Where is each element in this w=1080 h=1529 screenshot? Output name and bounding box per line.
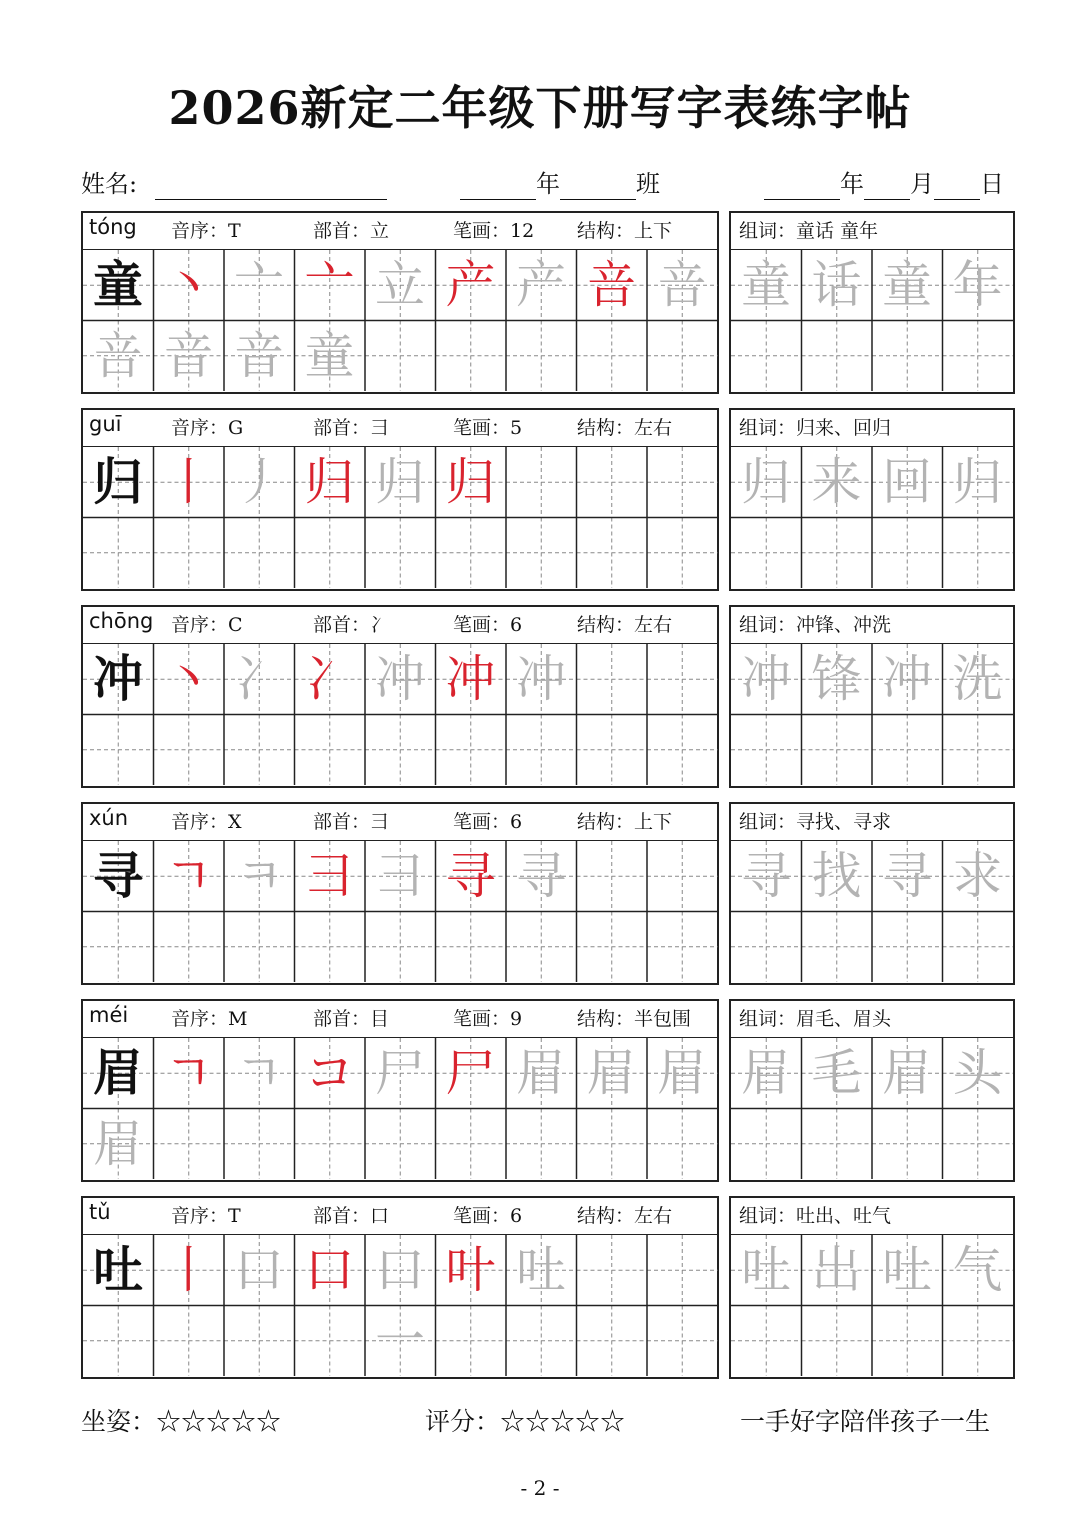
- stroke-step: 冫: [234, 650, 284, 708]
- score-rating[interactable]: 评分：☆☆☆☆☆: [425, 1407, 626, 1436]
- radical-text: 部首：立: [313, 220, 390, 242]
- stroke-step: 眉: [657, 1044, 707, 1102]
- radical-text: 部首：彐: [313, 811, 390, 833]
- writing-grid[interactable]: [83, 447, 718, 588]
- practice-block: [81, 211, 1015, 392]
- grade-label: 年: [536, 170, 560, 198]
- word-grid[interactable]: [731, 841, 1013, 982]
- trace-character: 毛: [811, 1044, 862, 1102]
- trace-character: 出: [811, 1241, 862, 1299]
- strokes-text: 笔画：6: [453, 811, 523, 833]
- stroke-step: 丶: [163, 650, 214, 708]
- page-title: 2026新定二年级下册写字表练字帖: [168, 81, 912, 135]
- trace-character: 回: [882, 453, 932, 511]
- words-text: 组词：童话 童年: [739, 220, 879, 242]
- stroke-step: 尸: [445, 1044, 496, 1102]
- stroke-step: ㅋ: [234, 847, 284, 905]
- structure-text: 结构：左右: [577, 1205, 673, 1227]
- pinyin-text: xún: [89, 806, 129, 830]
- stroke-order-panel: [81, 999, 719, 1182]
- stroke-step: 亠: [234, 256, 284, 314]
- class-line[interactable]: [560, 173, 636, 200]
- trace-character: 找: [811, 847, 862, 905]
- stroke-step: 咅: [93, 326, 143, 385]
- word-grid[interactable]: [731, 1038, 1013, 1179]
- strokes-text: 笔画：9: [453, 1008, 523, 1030]
- strokes-text: 笔画：6: [453, 614, 523, 636]
- strokes-text: 笔画：6: [453, 1205, 523, 1227]
- stroke-step: 产: [516, 256, 566, 314]
- practice-block: [81, 802, 1015, 983]
- structure-text: 结构：半包围: [577, 1008, 692, 1030]
- words-text: 组词：寻找、寻求: [739, 811, 892, 833]
- word-grid[interactable]: [731, 1235, 1013, 1376]
- stroke-order-panel: [81, 1196, 719, 1379]
- trace-character: 气: [952, 1241, 1003, 1299]
- stroke-step: 口: [234, 1241, 284, 1299]
- char-info-row: [83, 213, 717, 250]
- word-info-row: [731, 1198, 1013, 1235]
- word-grid[interactable]: [731, 250, 1013, 391]
- words-text: 组词：归来、回归: [739, 417, 892, 439]
- name-label: 姓名:: [81, 170, 138, 198]
- stroke-step: 咅: [586, 256, 637, 314]
- stroke-step: コ: [304, 1044, 355, 1102]
- stroke-step: 咅: [657, 256, 707, 314]
- writing-grid[interactable]: [83, 1235, 718, 1376]
- name-field: [81, 168, 387, 200]
- writing-grid[interactable]: [83, 1038, 718, 1179]
- stroke-step: 叶: [445, 1241, 496, 1299]
- word-panel: [729, 1196, 1015, 1379]
- stroke-step: 冲: [375, 650, 425, 708]
- stroke-step: 丨: [163, 1241, 214, 1299]
- month-line[interactable]: [864, 173, 910, 200]
- stroke-step: 吐: [516, 1241, 566, 1299]
- name-line[interactable]: [155, 173, 387, 200]
- stroke-step: 寻: [516, 847, 566, 905]
- trace-character: 年: [952, 256, 1003, 314]
- word-info-row: [731, 607, 1013, 644]
- stroke-order-panel: [81, 211, 719, 394]
- year-label: 年: [840, 170, 864, 198]
- stroke-step: 归: [375, 453, 425, 511]
- stroke-order-panel: [81, 605, 719, 788]
- stroke-step: 亠: [304, 256, 355, 314]
- stroke-step: 音: [234, 326, 284, 385]
- strokes-text: 笔画：12: [453, 220, 535, 242]
- char-info-row: [83, 1001, 717, 1038]
- order-text: 音序：C: [171, 614, 243, 636]
- strokes-text: 笔画：5: [453, 417, 523, 439]
- words-text: 组词：冲锋、冲洗: [739, 614, 892, 636]
- word-grid[interactable]: [731, 447, 1013, 588]
- stroke-step: 童: [304, 326, 355, 385]
- order-text: 音序：T: [171, 1205, 241, 1227]
- stroke-step: 眉: [516, 1044, 566, 1102]
- stroke-order-panel: [81, 408, 719, 591]
- model-character: 寻: [93, 846, 143, 905]
- stroke-step: 眉: [586, 1044, 637, 1102]
- stroke-step: 冲: [516, 650, 566, 708]
- trace-character: 眉: [741, 1044, 791, 1102]
- stroke-step: 音: [163, 326, 214, 385]
- char-info-row: [83, 410, 717, 447]
- order-text: 音序：G: [171, 417, 244, 439]
- pinyin-text: guī: [89, 412, 122, 436]
- radical-text: 部首：冫: [313, 614, 390, 636]
- char-info-row: [83, 804, 717, 841]
- words-text: 组词：吐出、吐气: [739, 1205, 892, 1227]
- year-line[interactable]: [764, 173, 840, 200]
- stroke-step: ㄱ: [164, 1044, 213, 1102]
- word-info-row: [731, 1001, 1013, 1038]
- model-character: 归: [93, 452, 143, 511]
- word-info-row: [731, 804, 1013, 841]
- char-info-row: [83, 607, 717, 644]
- stroke-step: 产: [445, 256, 496, 314]
- trace-character: 吐: [741, 1241, 791, 1299]
- model-character: 冲: [93, 649, 143, 708]
- word-panel: [729, 408, 1015, 591]
- pinyin-text: chōng: [89, 609, 154, 633]
- radical-text: 部首：口: [313, 1205, 390, 1227]
- writing-grid[interactable]: [83, 644, 718, 785]
- writing-grid[interactable]: [83, 250, 718, 391]
- stroke-step: 眉: [93, 1114, 143, 1173]
- stroke-step: 彐: [304, 847, 355, 905]
- char-info-row: [83, 1198, 717, 1235]
- stroke-step: 丿: [234, 453, 284, 511]
- stroke-step: 丨: [163, 453, 214, 511]
- practice-block: [81, 999, 1015, 1180]
- stroke-step: 冫: [304, 650, 355, 708]
- trace-character: 求: [952, 847, 1003, 905]
- word-panel: [729, 999, 1015, 1182]
- pinyin-text: tǔ: [89, 1200, 111, 1224]
- trace-character: 童: [882, 256, 932, 314]
- practice-block: [81, 1196, 1015, 1377]
- stroke-step: 归: [304, 453, 355, 511]
- trace-character: 眉: [882, 1044, 932, 1102]
- structure-text: 结构：上下: [577, 811, 673, 833]
- stroke-step: 归: [445, 453, 496, 511]
- month-label: 月: [910, 170, 934, 198]
- stroke-step: ㄱ: [234, 1044, 284, 1102]
- page-number: - 2 -: [520, 1476, 560, 1500]
- radical-text: 部首：彐: [313, 417, 390, 439]
- date-field: [764, 168, 1004, 200]
- order-text: 音序：T: [171, 220, 241, 242]
- grade-class-field: [460, 168, 660, 200]
- word-panel: [729, 802, 1015, 985]
- stroke-step: 丶: [163, 256, 214, 314]
- model-character: 童: [93, 255, 143, 314]
- structure-text: 结构：左右: [577, 614, 673, 636]
- stroke-step: 口一: [375, 1241, 425, 1369]
- model-character: 吐: [93, 1240, 143, 1299]
- trace-character: 来: [811, 453, 862, 511]
- trace-character: 归: [952, 453, 1003, 511]
- pinyin-text: méi: [89, 1003, 129, 1027]
- grade-line[interactable]: [460, 173, 536, 200]
- trace-character: 寻: [882, 847, 932, 905]
- pinyin-text: tóng: [89, 215, 137, 239]
- radical-text: 部首：目: [313, 1008, 390, 1030]
- structure-text: 结构：上下: [577, 220, 673, 242]
- stroke-step: 彐: [375, 847, 425, 905]
- words-text: 组词：眉毛、眉头: [739, 1008, 892, 1030]
- word-info-row: [731, 410, 1013, 447]
- stroke-step: 立: [375, 256, 425, 314]
- trace-character: 冲: [741, 650, 791, 708]
- trace-character: 冲: [882, 650, 932, 708]
- trace-character: 寻: [741, 847, 791, 905]
- trace-character: 锋: [811, 650, 862, 708]
- word-panel: [729, 211, 1015, 394]
- stroke-step: 冲: [445, 650, 496, 708]
- writing-grid[interactable]: [83, 841, 718, 982]
- trace-character: 洗: [952, 650, 1003, 708]
- order-text: 音序：X: [171, 811, 242, 833]
- practice-block: [81, 408, 1015, 589]
- class-label: 班: [636, 170, 660, 198]
- model-character: 眉: [93, 1043, 143, 1102]
- practice-block: [81, 605, 1015, 786]
- stroke-step: ㄱ: [164, 847, 213, 905]
- word-grid[interactable]: [731, 644, 1013, 785]
- stroke-order-panel: [81, 802, 719, 985]
- trace-character: 吐: [882, 1241, 932, 1299]
- stroke-step: 口: [304, 1241, 355, 1299]
- stroke-step: 尸: [375, 1044, 425, 1102]
- structure-text: 结构：左右: [577, 417, 673, 439]
- word-info-row: [731, 213, 1013, 250]
- trace-character: 头: [952, 1044, 1003, 1102]
- posture-rating[interactable]: 坐姿：☆☆☆☆☆: [81, 1407, 282, 1436]
- day-label: 日: [980, 170, 1004, 198]
- stroke-step: 寻: [445, 847, 496, 905]
- motto: 一手好字陪伴孩子一生: [740, 1407, 991, 1436]
- trace-character: 话: [811, 256, 862, 314]
- day-line[interactable]: [934, 173, 980, 200]
- trace-character: 童: [741, 256, 791, 314]
- word-panel: [729, 605, 1015, 788]
- order-text: 音序：M: [171, 1008, 248, 1030]
- trace-character: 归: [741, 453, 791, 511]
